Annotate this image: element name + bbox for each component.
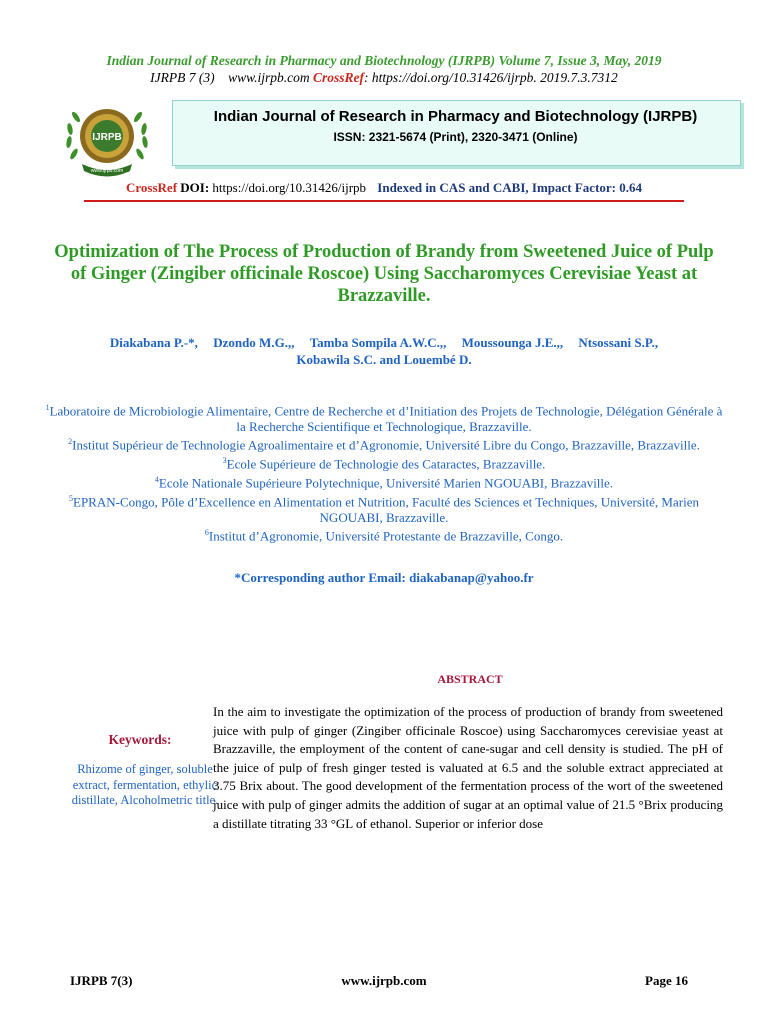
doi-link[interactable]: https://doi.org/10.31426/ijrpb — [212, 180, 367, 195]
journal-issn: ISSN: 2321-5674 (Print), 2320-3471 (Online) — [333, 130, 578, 144]
affiliation-item: $^5$EPRAN-Congo, Pôle d’Excellence en Alimentation et Nutrition, Faculté des Sciences et Techniques, Université, Marien NGOUABI, Brazzaville. — [69, 493, 699, 525]
keywords-heading: Keywords: — [108, 732, 172, 747]
author: Tamba Sompila A.W.C.,, — [309, 335, 447, 350]
affiliation-item: $^1$Laboratoire de Microbiologie Alimentaire, Centre de Recherche et d’Initiation des Projets de Technologie, Délégation Générale à la Recherche Scientifique et Technologique, Brazzaville. — [45, 403, 723, 434]
abstract-text: In the aim to investigate the optimization of the process of production of brandy from sweetened juice with pulp of ginger (Zingiber officinale Roscoe) using Saccharomyces cerevisiae yeast at Brazzaville, the employment of the content of cane-sugar and cell density is studied. The pH of the juice of pulp of fresh ginger tested is valuated at 6.5 and the soluble extract appreciated at 3.75 Brix about. The good development of the fermentation process of the wort of the sweetened juice with pulp of ginger admits the addition of sugar at an optimal value of 21.5 °Brix producing a distillate titrating 33 °GL of ethanol. Superior or inferior dose — [213, 704, 723, 831]
citation-line — [0, 70, 768, 86]
affiliation-item: $^4$Ecole Nationale Supérieure Polytechnique, Université Marien NGOUABI, Brazzaville. — [154, 474, 614, 491]
author-list — [50, 334, 718, 368]
logo-text: IJRPB — [92, 132, 122, 143]
citation-doi[interactable]: : https://doi.org/10.31426/ijrpb. 2019.7.3.7312 — [364, 70, 618, 85]
doi-label: DOI: — [180, 180, 210, 195]
affiliation-item: $^2$Institut Supérieur de Technologie Agroalimentaire et d’Agronomie, Université Libre du Congo, Brazzaville, Brazzaville. — [68, 437, 700, 453]
footer-page-number: Page 16 — [645, 973, 688, 988]
logo-url: www.ijrpb.com — [90, 168, 124, 174]
affiliations — [40, 400, 728, 544]
affiliation-item: $^6$Institut d’Agronomie, Université Protestante de Brazzaville, Congo. — [204, 528, 564, 544]
citation-prefix: IJRPB 7 (3) www.ijrpb.com — [150, 70, 310, 85]
header-rule — [84, 200, 684, 202]
keywords-text: Rhizome of ginger, soluble extract, fermentation, ethylic distillate, Alcoholmetric title. — [71, 762, 219, 807]
footer-website[interactable]: www.ijrpb.com — [341, 973, 427, 988]
doi-line — [0, 180, 768, 196]
corresponding-author-email[interactable]: *Corresponding author Email: diakabanap@yahoo.fr — [234, 570, 534, 585]
crossref-label: CrossRef — [313, 70, 365, 85]
indexed-info: Indexed in CAS and CABI, Impact Factor: 0.64 — [377, 180, 642, 195]
author: Moussounga J.E.,, — [461, 335, 564, 350]
article-title: Optimization of The Process of Production of Brandy from Sweetened Juice of Pulp of Ginger (Zingiber officinale Roscoe) Using Saccharomyces Cerevisiae Yeast at Brazzaville. — [54, 242, 714, 306]
journal-issue-line: Indian Journal of Research in Pharmacy and Biotechnology (IJRPB) Volume 7, Issue 3, May, 2019 — [106, 53, 662, 68]
abstract-heading: ABSTRACT — [437, 672, 503, 686]
journal-header-title: Indian Journal of Research in Pharmacy and Biotechnology (IJRPB) — [213, 108, 698, 125]
author: Dzondo M.G.,, — [213, 335, 295, 350]
footer-journal: IJRPB 7(3) — [70, 973, 133, 988]
crossref-label-2: CrossRef — [126, 180, 178, 195]
ijrpb-logo — [52, 96, 162, 180]
affiliation-item: $^3$Ecole Supérieure de Technologie des Cataractes, Brazzaville. — [222, 456, 546, 472]
author: Ntsossani S.P., — [578, 335, 659, 350]
author: Diakabana P.-*, — [109, 335, 198, 350]
author: Kobawila S.C. and Louembé D. — [296, 352, 472, 367]
